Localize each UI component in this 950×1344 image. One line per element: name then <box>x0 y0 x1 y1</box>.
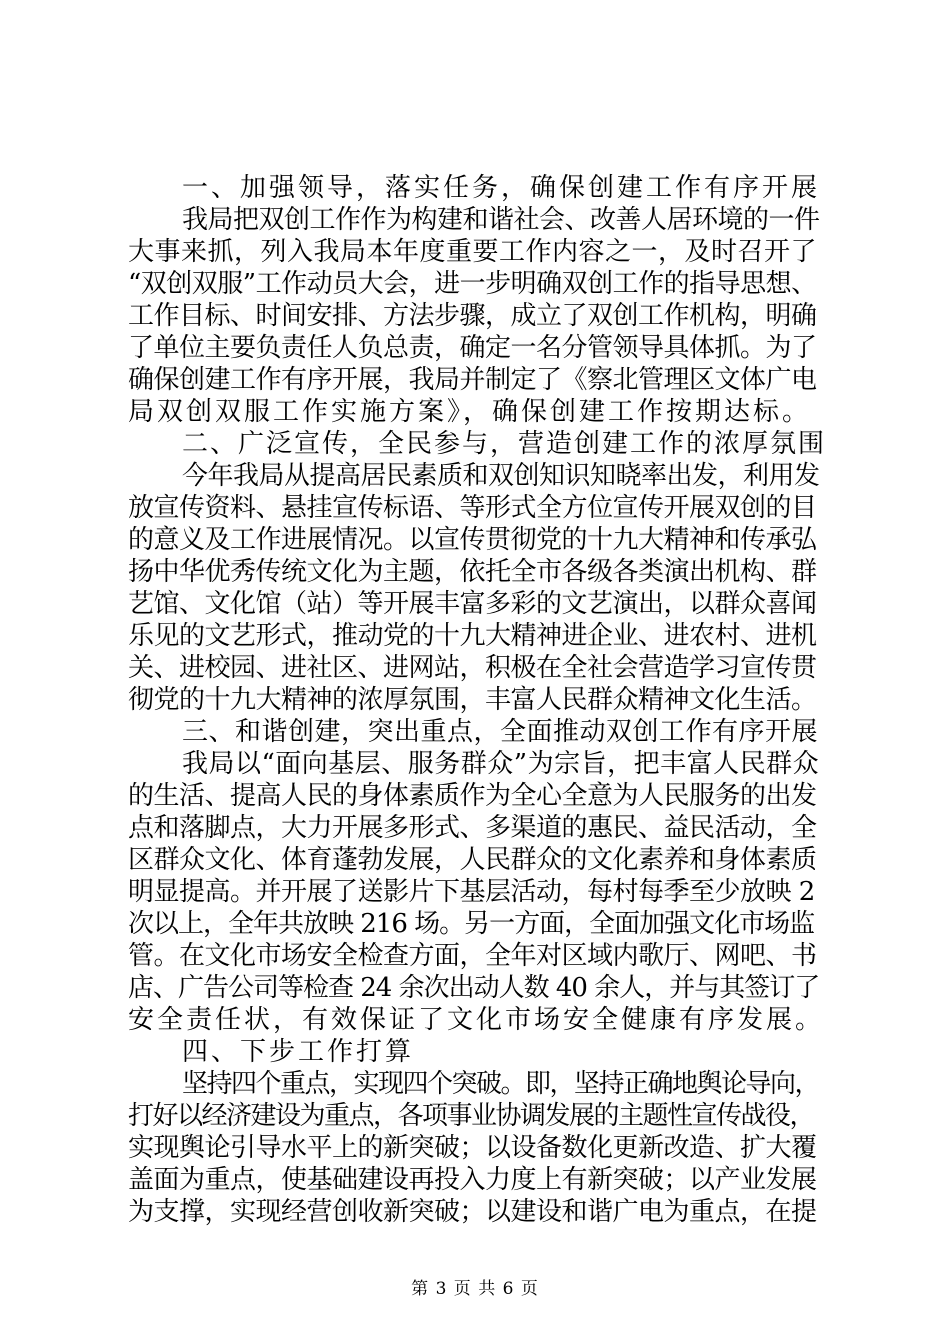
text-line: 工作目标、时间安排、方法步骤，成立了双创工作机构，明确 <box>128 301 817 331</box>
text-line: 实现舆论引导水平上的新突破；以设备数化更新改造、扩大覆 <box>128 1133 817 1163</box>
text-line: “双创双服”工作动员大会，进一步明确双创工作的指导思想、 <box>128 269 817 299</box>
text-line: 三、和谐创建，突出重点，全面推动双创工作有序开展 <box>182 717 819 747</box>
document-body <box>128 172 828 1228</box>
text-line: 关、进校园、进社区、进网站，积极在全社会营造学习宣传贯 <box>128 653 817 683</box>
text-line: 店、广告公司等检查 24 余次出动人数 40 余人，并与其签订了 <box>128 973 820 1003</box>
text-line: 我局把双创工作作为构建和谐社会、改善人居环境的一件 <box>182 205 820 235</box>
text-line: 明显提高。并开展了送影片下基层活动，每村每季至少放映 2 <box>128 877 815 907</box>
text-line: 的生活、提高人民的身体素质作为全心全意为人民服务的出发 <box>128 781 817 811</box>
text-line: 我局以“面向基层、服务群众”为宗旨，把丰富人民群众 <box>182 749 820 779</box>
text-line: 区群众文化、体育蓬勃发展，人民群众的文化素养和身体素质 <box>128 845 817 875</box>
text-line: 点和落脚点，大力开展多形式、多渠道的惠民、益民活动，全 <box>128 813 817 843</box>
text-line: 扬中华优秀传统文化为主题，依托全市各级各类演出机构、群 <box>128 557 817 587</box>
page-footer: 第 3 页 共 6 页 <box>411 1279 539 1299</box>
text-line: 乐见的文艺形式，推动党的十九大精神进企业、进农村、进机 <box>128 621 817 651</box>
text-line: 大事来抓，列入我局本年度重要工作内容之一，及时召开了 <box>128 237 818 267</box>
text-line: 今年我局从提高居民素质和双创知识知晓率出发，利用发 <box>182 461 820 491</box>
text-line: 打好以经济建设为重点，各项事业协调发展的主题性宣传战役， <box>128 1101 815 1131</box>
text-line: 确保创建工作有序开展，我局并制定了《察北管理区文体广电 <box>128 365 817 395</box>
text-line: 为支撑，实现经营创收新突破；以建设和谐广电为重点，在提 <box>128 1197 817 1227</box>
text-line: 一、加强领导，落实任务，确保创建工作有序开展 <box>182 173 821 203</box>
text-line: 放宣传资料、悬挂宣传标语、等形式全方位宣传开展双创的目 <box>128 493 817 523</box>
text-line: 的意义及工作进展情况。以宣传贯彻党的十九大精神和传承弘 <box>128 525 817 555</box>
text-line: 安全责任状，有效保证了文化市场安全健康有序发展。 <box>128 1005 825 1035</box>
text-line: 盖面为重点，使基础建设再投入力度上有新突破；以产业发展 <box>128 1165 817 1195</box>
text-line: 了单位主要负责任人负总责，确定一名分管领导具体抓。为了 <box>128 333 817 363</box>
text-line: 坚持四个重点，实现四个突破。即，坚持正确地舆论导向， <box>182 1069 820 1099</box>
text-line: 管。在文化市场安全检查方面，全年对区域内歌厅、网吧、书 <box>128 941 817 971</box>
text-line: 四、下步工作打算 <box>182 1037 415 1067</box>
text-line: 次以上，全年共放映 216 场。另一方面，全面加强文化市场监 <box>128 909 815 939</box>
text-line: 二、广泛宣传，全民参与，营造创建工作的浓厚氛围 <box>182 429 827 459</box>
text-line: 局双创双服工作实施方案》，确保创建工作按期达标。 <box>128 397 812 427</box>
text-line: 艺馆、文化馆（站）等开展丰富多彩的文艺演出，以群众喜闻 <box>128 589 817 619</box>
text-line: 彻党的十九大精神的浓厚氛围，丰富人民群众精神文化生活。 <box>128 685 817 715</box>
